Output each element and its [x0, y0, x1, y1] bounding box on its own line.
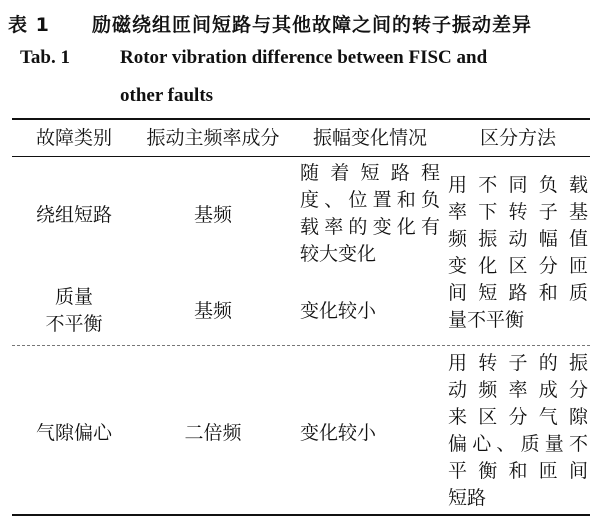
- row1-fault: 绕组短路: [35, 204, 112, 226]
- table-caption-en-line2: [0, 82, 600, 110]
- row3-frequency: 二倍频: [184, 422, 242, 444]
- table-title-cn: 励磁绕组匝间短路与其他故障之间的转子振动差异: [92, 13, 533, 36]
- row3-method: [448, 350, 588, 512]
- row1-method: [448, 172, 588, 334]
- row2-fault-line: 不平衡: [45, 313, 103, 335]
- table-top-rule: [12, 118, 590, 120]
- table-caption-cn: [0, 6, 600, 40]
- row3-method-line: 短路: [448, 487, 487, 509]
- row2-fault: [14, 284, 134, 338]
- header-distinguish-method: 区分方法: [479, 127, 556, 149]
- row1-method-line: 变化区分匝: [448, 255, 588, 277]
- row1-amplitude-line: 度、位置和负: [300, 189, 440, 211]
- row3-method-line: 来区分气隙: [448, 406, 588, 428]
- table-label-en: Tab. 1: [20, 47, 70, 68]
- row1-method-line: 间短路和质: [448, 282, 588, 304]
- table-label-cn: 表 1: [8, 13, 50, 36]
- row3-method-line: 偏心、质量不: [448, 433, 588, 455]
- row2-amplitude: 变化较小: [300, 300, 377, 322]
- row3-method-line: 平衡和匝间: [448, 460, 588, 482]
- row2-frequency: 基频: [193, 300, 232, 322]
- table-caption-en: [0, 44, 600, 72]
- row1-amplitude-line: 较大变化: [300, 243, 377, 265]
- header-main-frequency: 振动主频率成分: [146, 127, 280, 149]
- row3-amplitude: 变化较小: [300, 422, 377, 444]
- table-header-rule: [12, 156, 590, 157]
- row3-method-line: 用转子的振: [448, 352, 588, 374]
- row3-fault: 气隙偏心: [35, 422, 112, 444]
- table-bottom-rule: [12, 514, 590, 516]
- row1-amplitude-line: 载率的变化有: [300, 216, 440, 238]
- table-title-en-line1: Rotor vibration difference between FISC and: [120, 47, 488, 68]
- row3-method-line: 动频率成分: [448, 379, 588, 401]
- table-title-en-line2: other faults: [120, 85, 214, 106]
- table-dashed-divider: [12, 345, 590, 346]
- row2-fault-line: 质量: [54, 286, 93, 308]
- header-fault-type: 故障类别: [35, 127, 112, 149]
- row1-method-line: 用不同负载: [448, 174, 588, 196]
- row1-method-line: 频振动幅值: [448, 228, 588, 250]
- row1-frequency: 基频: [193, 204, 232, 226]
- row1-amplitude-line: 随着短路程: [300, 162, 440, 184]
- row1-method-line: 率下转子基: [448, 201, 588, 223]
- row1-method-line: 量不平衡: [448, 309, 525, 331]
- row1-amplitude: [300, 160, 440, 268]
- header-amplitude-change: 振幅变化情况: [312, 127, 427, 149]
